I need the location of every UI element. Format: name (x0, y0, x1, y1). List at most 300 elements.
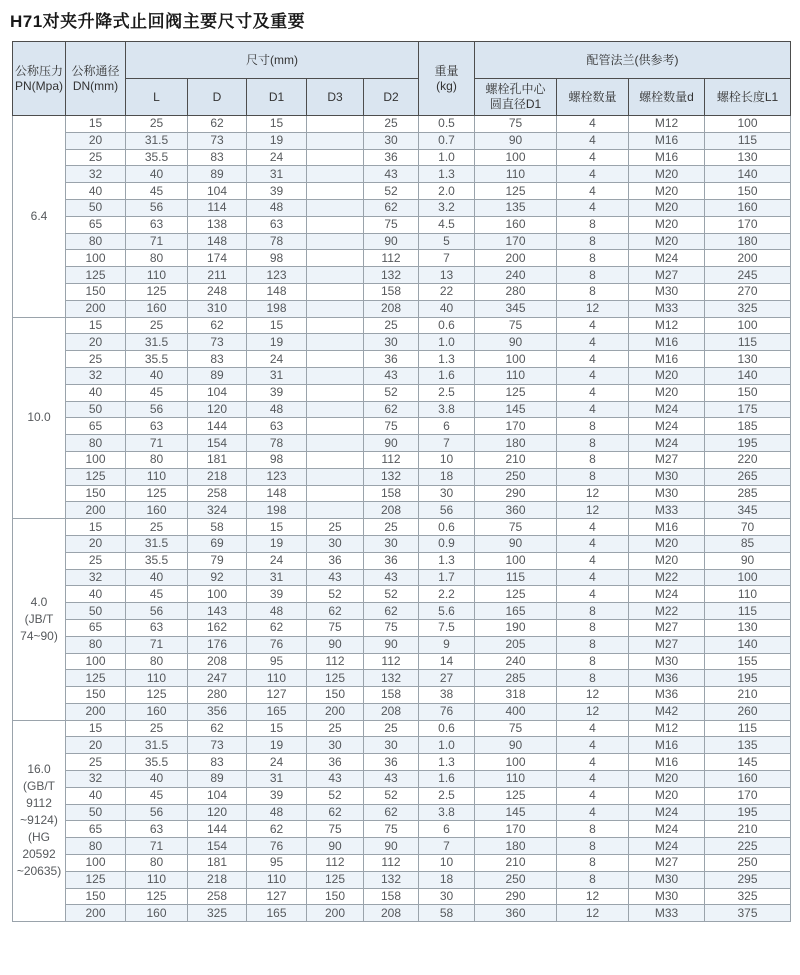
table-cell: 158 (364, 888, 419, 905)
table-cell: 7 (419, 250, 475, 267)
table-cell: 90 (364, 838, 419, 855)
table-cell: 31.5 (126, 334, 188, 351)
table-cell (307, 502, 364, 519)
table-cell: 110 (126, 871, 188, 888)
table-cell: 4 (557, 787, 629, 804)
table-cell: 25 (126, 519, 188, 536)
table-cell: 35.5 (126, 149, 188, 166)
table-row (13, 267, 791, 284)
table-cell: 265 (705, 468, 791, 485)
table-cell: 52 (307, 787, 364, 804)
table-cell: 208 (364, 300, 419, 317)
table-cell: 135 (475, 199, 557, 216)
table-cell: 4 (557, 132, 629, 149)
table-cell: 211 (188, 267, 247, 284)
table-cell: 39 (247, 787, 307, 804)
table-cell: 143 (188, 603, 247, 620)
table-cell: 15 (66, 720, 126, 737)
table-cell: 25 (307, 519, 364, 536)
table-cell: 130 (705, 149, 791, 166)
table-cell: 83 (188, 149, 247, 166)
table-cell: 4 (557, 569, 629, 586)
table-cell: 45 (126, 586, 188, 603)
table-cell: 125 (475, 384, 557, 401)
table-row (13, 787, 791, 804)
table-cell: 170 (475, 418, 557, 435)
table-row (13, 384, 791, 401)
table-cell: M16 (629, 149, 705, 166)
table-cell: 62 (188, 116, 247, 133)
table-cell: M20 (629, 771, 705, 788)
table-cell: 180 (475, 838, 557, 855)
table-cell: 162 (188, 619, 247, 636)
table-cell (307, 435, 364, 452)
table-cell: 4 (557, 367, 629, 384)
table-cell: 150 (66, 687, 126, 704)
table-cell: M30 (629, 888, 705, 905)
table-cell (307, 468, 364, 485)
table-cell: 0.5 (419, 116, 475, 133)
table-cell: 62 (247, 619, 307, 636)
table-cell: 195 (705, 670, 791, 687)
table-cell: 95 (247, 653, 307, 670)
table-cell: 56 (419, 502, 475, 519)
table-cell: 180 (475, 435, 557, 452)
table-cell: 4 (557, 804, 629, 821)
table-cell: 8 (557, 418, 629, 435)
table-cell (307, 367, 364, 384)
table-cell: 75 (307, 821, 364, 838)
table-cell: 22 (419, 283, 475, 300)
table-cell: M30 (629, 468, 705, 485)
table-cell: M20 (629, 199, 705, 216)
table-cell: 25 (307, 720, 364, 737)
table-cell: 20 (66, 535, 126, 552)
table-cell: 170 (475, 821, 557, 838)
table-cell: 165 (475, 603, 557, 620)
table-cell: 125 (126, 485, 188, 502)
table-cell: 45 (126, 183, 188, 200)
table-row (13, 804, 791, 821)
table-cell (307, 351, 364, 368)
table-cell: 240 (475, 267, 557, 284)
table-cell: 62 (188, 720, 247, 737)
table-cell (307, 451, 364, 468)
table-cell: 150 (66, 888, 126, 905)
table-cell: 89 (188, 166, 247, 183)
table-cell: 8 (557, 451, 629, 468)
table-cell: 125 (66, 468, 126, 485)
table-cell: 80 (126, 653, 188, 670)
table-cell: 210 (705, 687, 791, 704)
table-cell: 8 (557, 435, 629, 452)
table-cell: 290 (475, 888, 557, 905)
table-cell: 19 (247, 535, 307, 552)
col-header-dn: 公称通径 DN(mm) (66, 42, 126, 116)
table-cell: 150 (307, 888, 364, 905)
table-cell: 356 (188, 703, 247, 720)
table-cell: 48 (247, 199, 307, 216)
table-cell: 2.0 (419, 183, 475, 200)
table-cell (307, 334, 364, 351)
table-cell: M24 (629, 250, 705, 267)
col-header-bolt-qty: 螺栓数量 (557, 79, 629, 116)
table-cell: M20 (629, 384, 705, 401)
table-cell: 63 (126, 821, 188, 838)
table-row (13, 351, 791, 368)
table-cell: 75 (475, 519, 557, 536)
table-cell: 1.3 (419, 552, 475, 569)
table-cell: 345 (705, 502, 791, 519)
table-cell: 110 (126, 267, 188, 284)
table-cell: 19 (247, 737, 307, 754)
table-cell: M30 (629, 871, 705, 888)
table-cell: 40 (419, 300, 475, 317)
table-cell: M22 (629, 603, 705, 620)
table-cell: 160 (126, 905, 188, 922)
table-cell: 145 (705, 754, 791, 771)
table-cell (307, 166, 364, 183)
table-cell: 1.0 (419, 334, 475, 351)
table-row (13, 116, 791, 133)
table-cell: M27 (629, 267, 705, 284)
table-cell: 100 (475, 552, 557, 569)
table-cell: 132 (364, 267, 419, 284)
table-cell: 125 (66, 670, 126, 687)
table-cell: M36 (629, 687, 705, 704)
col-header-pressure: 公称压力 PN(Mpa) (13, 42, 66, 116)
table-cell (307, 216, 364, 233)
table-cell: 150 (66, 283, 126, 300)
table-cell: 375 (705, 905, 791, 922)
table-cell (307, 317, 364, 334)
table-cell: 90 (364, 435, 419, 452)
table-row (13, 183, 791, 200)
table-cell: M12 (629, 720, 705, 737)
table-cell: 8 (557, 871, 629, 888)
table-cell: 150 (705, 384, 791, 401)
table-cell: 110 (475, 166, 557, 183)
table-cell: 3.2 (419, 199, 475, 216)
table-cell: 75 (307, 619, 364, 636)
table-row (13, 468, 791, 485)
table-cell: 89 (188, 771, 247, 788)
table-cell: 220 (705, 451, 791, 468)
table-row (13, 485, 791, 502)
table-cell: 3.8 (419, 804, 475, 821)
table-cell: 40 (126, 166, 188, 183)
table-cell: 208 (364, 502, 419, 519)
table-cell: 130 (705, 619, 791, 636)
col-header-bolt-circle: 螺栓孔中心 圆直径D1 (475, 79, 557, 116)
table-cell: 63 (247, 216, 307, 233)
table-cell: 154 (188, 838, 247, 855)
table-cell: 12 (557, 502, 629, 519)
table-cell: 200 (475, 250, 557, 267)
table-cell: 295 (705, 871, 791, 888)
table-cell: 127 (247, 687, 307, 704)
table-row (13, 569, 791, 586)
table-cell: 35.5 (126, 552, 188, 569)
table-cell: 400 (475, 703, 557, 720)
table-cell: M33 (629, 502, 705, 519)
table-cell: M16 (629, 132, 705, 149)
table-cell: 52 (364, 384, 419, 401)
col-header-L: L (126, 79, 188, 116)
table-cell: 1.3 (419, 166, 475, 183)
table-cell: M30 (629, 653, 705, 670)
table-cell: 165 (247, 703, 307, 720)
table-row (13, 687, 791, 704)
table-cell: 31.5 (126, 132, 188, 149)
table-cell: 200 (307, 703, 364, 720)
table-cell: 62 (364, 603, 419, 620)
table-row (13, 838, 791, 855)
table-cell: 290 (475, 485, 557, 502)
table-cell (307, 401, 364, 418)
table-cell: 285 (475, 670, 557, 687)
table-row (13, 300, 791, 317)
table-cell: 140 (705, 166, 791, 183)
table-cell: 100 (475, 351, 557, 368)
table-cell: 6 (419, 821, 475, 838)
table-cell: 80 (66, 636, 126, 653)
col-header-D1: D1 (247, 79, 307, 116)
table-cell: 43 (364, 166, 419, 183)
table-cell: 258 (188, 888, 247, 905)
table-cell: 62 (188, 317, 247, 334)
table-cell: 43 (307, 569, 364, 586)
table-cell: 260 (705, 703, 791, 720)
table-cell: 90 (705, 552, 791, 569)
table-cell: 325 (705, 888, 791, 905)
table-cell (307, 267, 364, 284)
table-cell: 75 (364, 216, 419, 233)
table-row (13, 451, 791, 468)
pressure-group-label: 10.0 (13, 317, 66, 519)
table-cell: 38 (419, 687, 475, 704)
table-cell: 100 (705, 317, 791, 334)
header-row-1 (13, 42, 791, 79)
table-cell: 56 (126, 804, 188, 821)
table-cell: 148 (247, 485, 307, 502)
table-cell: 200 (66, 300, 126, 317)
table-cell: 208 (364, 703, 419, 720)
table-cell: 10 (419, 451, 475, 468)
col-header-D2: D2 (364, 79, 419, 116)
table-row (13, 888, 791, 905)
table-cell (307, 149, 364, 166)
col-group-flange: 配管法兰(供参考) (475, 42, 791, 79)
table-cell: 25 (66, 149, 126, 166)
table-cell: M12 (629, 116, 705, 133)
table-cell: 123 (247, 267, 307, 284)
table-cell: 8 (557, 670, 629, 687)
table-cell: 4 (557, 199, 629, 216)
table-cell: 15 (66, 317, 126, 334)
table-cell: 4 (557, 317, 629, 334)
col-header-bolt-d: 螺栓数量d (629, 79, 705, 116)
table-cell: 360 (475, 502, 557, 519)
table-cell: 73 (188, 132, 247, 149)
table-row (13, 132, 791, 149)
table-cell: 7 (419, 838, 475, 855)
table-cell: M20 (629, 233, 705, 250)
table-cell: 30 (307, 535, 364, 552)
table-cell: 25 (66, 754, 126, 771)
table-cell: 43 (364, 569, 419, 586)
table-cell: 185 (705, 418, 791, 435)
table-cell: 36 (307, 552, 364, 569)
table-cell: 39 (247, 586, 307, 603)
table-cell: 104 (188, 183, 247, 200)
table-cell: 174 (188, 250, 247, 267)
table-cell: M16 (629, 737, 705, 754)
table-cell: 112 (364, 653, 419, 670)
table-cell: 110 (126, 670, 188, 687)
table-cell: 19 (247, 334, 307, 351)
table-row (13, 233, 791, 250)
table-cell: 130 (705, 351, 791, 368)
table-cell: 250 (475, 468, 557, 485)
table-cell: 3.8 (419, 401, 475, 418)
table-cell: 62 (307, 603, 364, 620)
table-cell: 110 (475, 367, 557, 384)
col-header-bolt-length: 螺栓长度L1 (705, 79, 791, 116)
table-cell: 104 (188, 787, 247, 804)
pressure-group-label: 16.0 (GB/T 9112 ~9124) (HG 20592 ~20635) (13, 720, 66, 922)
table-cell: 4 (557, 384, 629, 401)
table-row (13, 250, 791, 267)
table-cell: 30 (419, 888, 475, 905)
table-cell: 115 (705, 720, 791, 737)
table-row (13, 317, 791, 334)
table-cell: 58 (188, 519, 247, 536)
table-cell: 110 (247, 670, 307, 687)
table-cell: 75 (364, 619, 419, 636)
table-cell: 4.5 (419, 216, 475, 233)
table-cell: 63 (126, 619, 188, 636)
table-cell: 6 (419, 418, 475, 435)
table-cell: 24 (247, 754, 307, 771)
table-cell: 15 (247, 116, 307, 133)
table-cell: 70 (705, 519, 791, 536)
table-cell: 40 (66, 586, 126, 603)
table-cell: 31 (247, 367, 307, 384)
table-cell: 8 (557, 468, 629, 485)
table-cell: 32 (66, 771, 126, 788)
table-cell: 24 (247, 351, 307, 368)
table-cell: 250 (705, 855, 791, 872)
table-cell: 100 (705, 569, 791, 586)
table-cell (307, 384, 364, 401)
table-cell: 48 (247, 804, 307, 821)
table-cell: 9 (419, 636, 475, 653)
table-cell: 0.9 (419, 535, 475, 552)
table-cell: 43 (364, 367, 419, 384)
table-cell: 85 (705, 535, 791, 552)
table-cell: 15 (247, 720, 307, 737)
table-cell: 165 (247, 905, 307, 922)
table-cell: M24 (629, 838, 705, 855)
table-cell: 8 (557, 267, 629, 284)
table-cell: 5.6 (419, 603, 475, 620)
table-cell: 112 (364, 855, 419, 872)
table-cell: M22 (629, 569, 705, 586)
table-cell: 2.2 (419, 586, 475, 603)
table-cell: 65 (66, 216, 126, 233)
table-cell: 205 (475, 636, 557, 653)
table-cell (307, 283, 364, 300)
table-cell: 318 (475, 687, 557, 704)
table-cell: 4 (557, 351, 629, 368)
col-header-weight: 重量 (kg) (419, 42, 475, 116)
table-cell: 120 (188, 401, 247, 418)
table-cell: 40 (66, 787, 126, 804)
table-cell: 40 (126, 569, 188, 586)
table-cell: M24 (629, 401, 705, 418)
table-cell: 0.6 (419, 317, 475, 334)
table-cell: 110 (475, 771, 557, 788)
table-row (13, 535, 791, 552)
table-cell: M20 (629, 183, 705, 200)
table-cell: 158 (364, 485, 419, 502)
table-cell: 32 (66, 367, 126, 384)
table-cell: 31 (247, 166, 307, 183)
table-cell: 73 (188, 334, 247, 351)
table-row (13, 552, 791, 569)
table-cell: 100 (475, 754, 557, 771)
table-cell: 36 (364, 754, 419, 771)
table-cell: 25 (66, 351, 126, 368)
table-cell: 100 (705, 116, 791, 133)
table-cell: 218 (188, 871, 247, 888)
table-cell: 210 (475, 451, 557, 468)
table-cell: 160 (126, 703, 188, 720)
table-cell: 10 (419, 855, 475, 872)
table-cell: 8 (557, 603, 629, 620)
table-cell: 40 (126, 771, 188, 788)
table-cell: 92 (188, 569, 247, 586)
table-cell: 125 (475, 586, 557, 603)
table-row (13, 905, 791, 922)
table-cell: 76 (247, 838, 307, 855)
table-row (13, 586, 791, 603)
table-cell: 4 (557, 149, 629, 166)
table-cell: 104 (188, 384, 247, 401)
table-cell: 80 (126, 250, 188, 267)
table-cell: 75 (475, 317, 557, 334)
table-cell: 50 (66, 199, 126, 216)
table-cell: 2.5 (419, 384, 475, 401)
table-cell: 52 (364, 586, 419, 603)
header-row-2 (13, 79, 791, 116)
table-cell: 8 (557, 838, 629, 855)
table-cell: M20 (629, 535, 705, 552)
table-cell: 35.5 (126, 754, 188, 771)
table-cell: 4 (557, 720, 629, 737)
table-cell: 43 (307, 771, 364, 788)
table-cell: 160 (705, 199, 791, 216)
table-cell: 4 (557, 535, 629, 552)
table-row (13, 737, 791, 754)
table-cell: 198 (247, 502, 307, 519)
table-cell: 25 (126, 720, 188, 737)
table-cell: 160 (705, 771, 791, 788)
table-cell: 90 (475, 334, 557, 351)
table-cell: 248 (188, 283, 247, 300)
table-cell: M24 (629, 435, 705, 452)
